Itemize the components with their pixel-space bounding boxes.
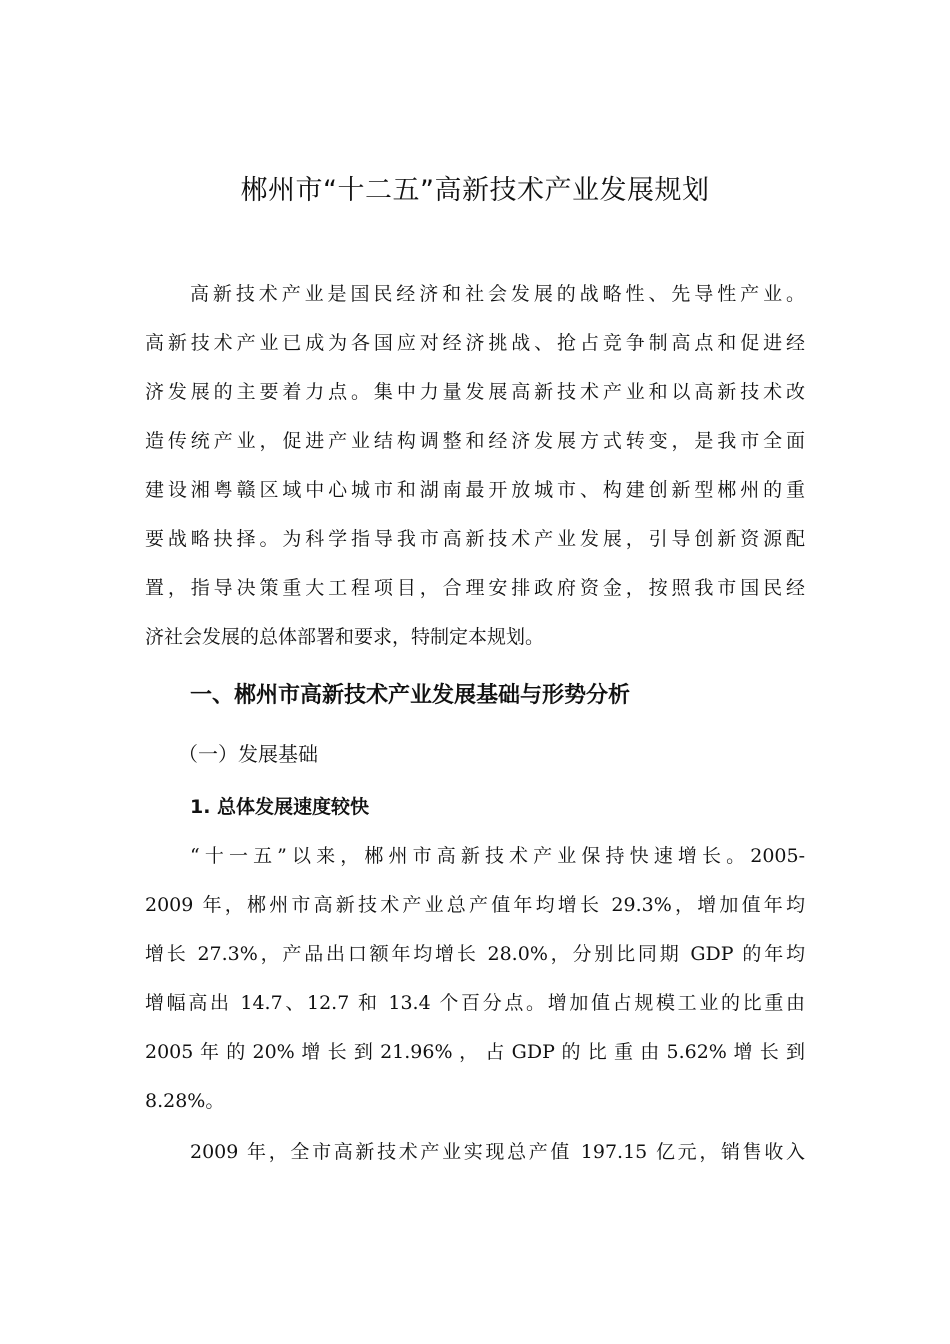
item-heading: 1. 总体发展速度较快 [190, 796, 370, 818]
text-line: 8.28%。 [145, 1090, 225, 1112]
section-heading: 一、郴州市高新技术产业发展基础与形势分析 [190, 683, 631, 708]
text-line: 高新技术产业已成为各国应对经济挑战、抢占竞争制高点和促进经 [145, 332, 805, 354]
text-line: 2009 年，郴州市高新技术产业总产值年均增长 29.3%，增加值年均 [145, 894, 805, 916]
subsection-heading: （一）发展基础 [178, 742, 318, 766]
text-line: 增幅高出 14.7、12.7 和 13.4 个百分点。增加值占规模工业的比重由 [145, 992, 805, 1014]
text-line: 高新技术产业是国民经济和社会发展的战略性、先导性产业。 [190, 283, 805, 305]
text-line: 济发展的主要着力点。集中力量发展高新技术产业和以高新技术改 [145, 381, 805, 403]
text-line: 要战略抉择。为科学指导我市高新技术产业发展，引导创新资源配 [145, 528, 805, 550]
text-line: 济社会发展的总体部署和要求，特制定本规划。 [145, 626, 545, 648]
text-line: 增长 27.3%，产品出口额年均增长 28.0%，分别比同期 GDP 的年均 [145, 943, 805, 965]
text-line: 置，指导决策重大工程项目，合理安排政府资金，按照我市国民经 [145, 577, 805, 599]
output-paragraph [145, 1128, 805, 1177]
text-line: 造传统产业，促进产业结构调整和经济发展方式转变，是我市全面 [145, 430, 805, 452]
text-line: 建设湘粤赣区域中心城市和湖南最开放城市、构建创新型郴州的重 [145, 479, 805, 501]
intro-paragraph [145, 270, 805, 662]
text-line: “十一五”以来，郴州市高新技术产业保持快速增长。2005- [190, 845, 805, 867]
text-line: 2009 年，全市高新技术产业实现总产值 197.15 亿元，销售收入 [190, 1141, 805, 1163]
growth-paragraph [145, 832, 805, 1126]
text-line: 2005 年 的 20% 增 长 到 21.96% ， 占 GDP 的 比 重 由 5.62% 增 长 到 [145, 1041, 805, 1063]
document-title: 郴州市“十二五”高新技术产业发展规划 [240, 175, 710, 206]
